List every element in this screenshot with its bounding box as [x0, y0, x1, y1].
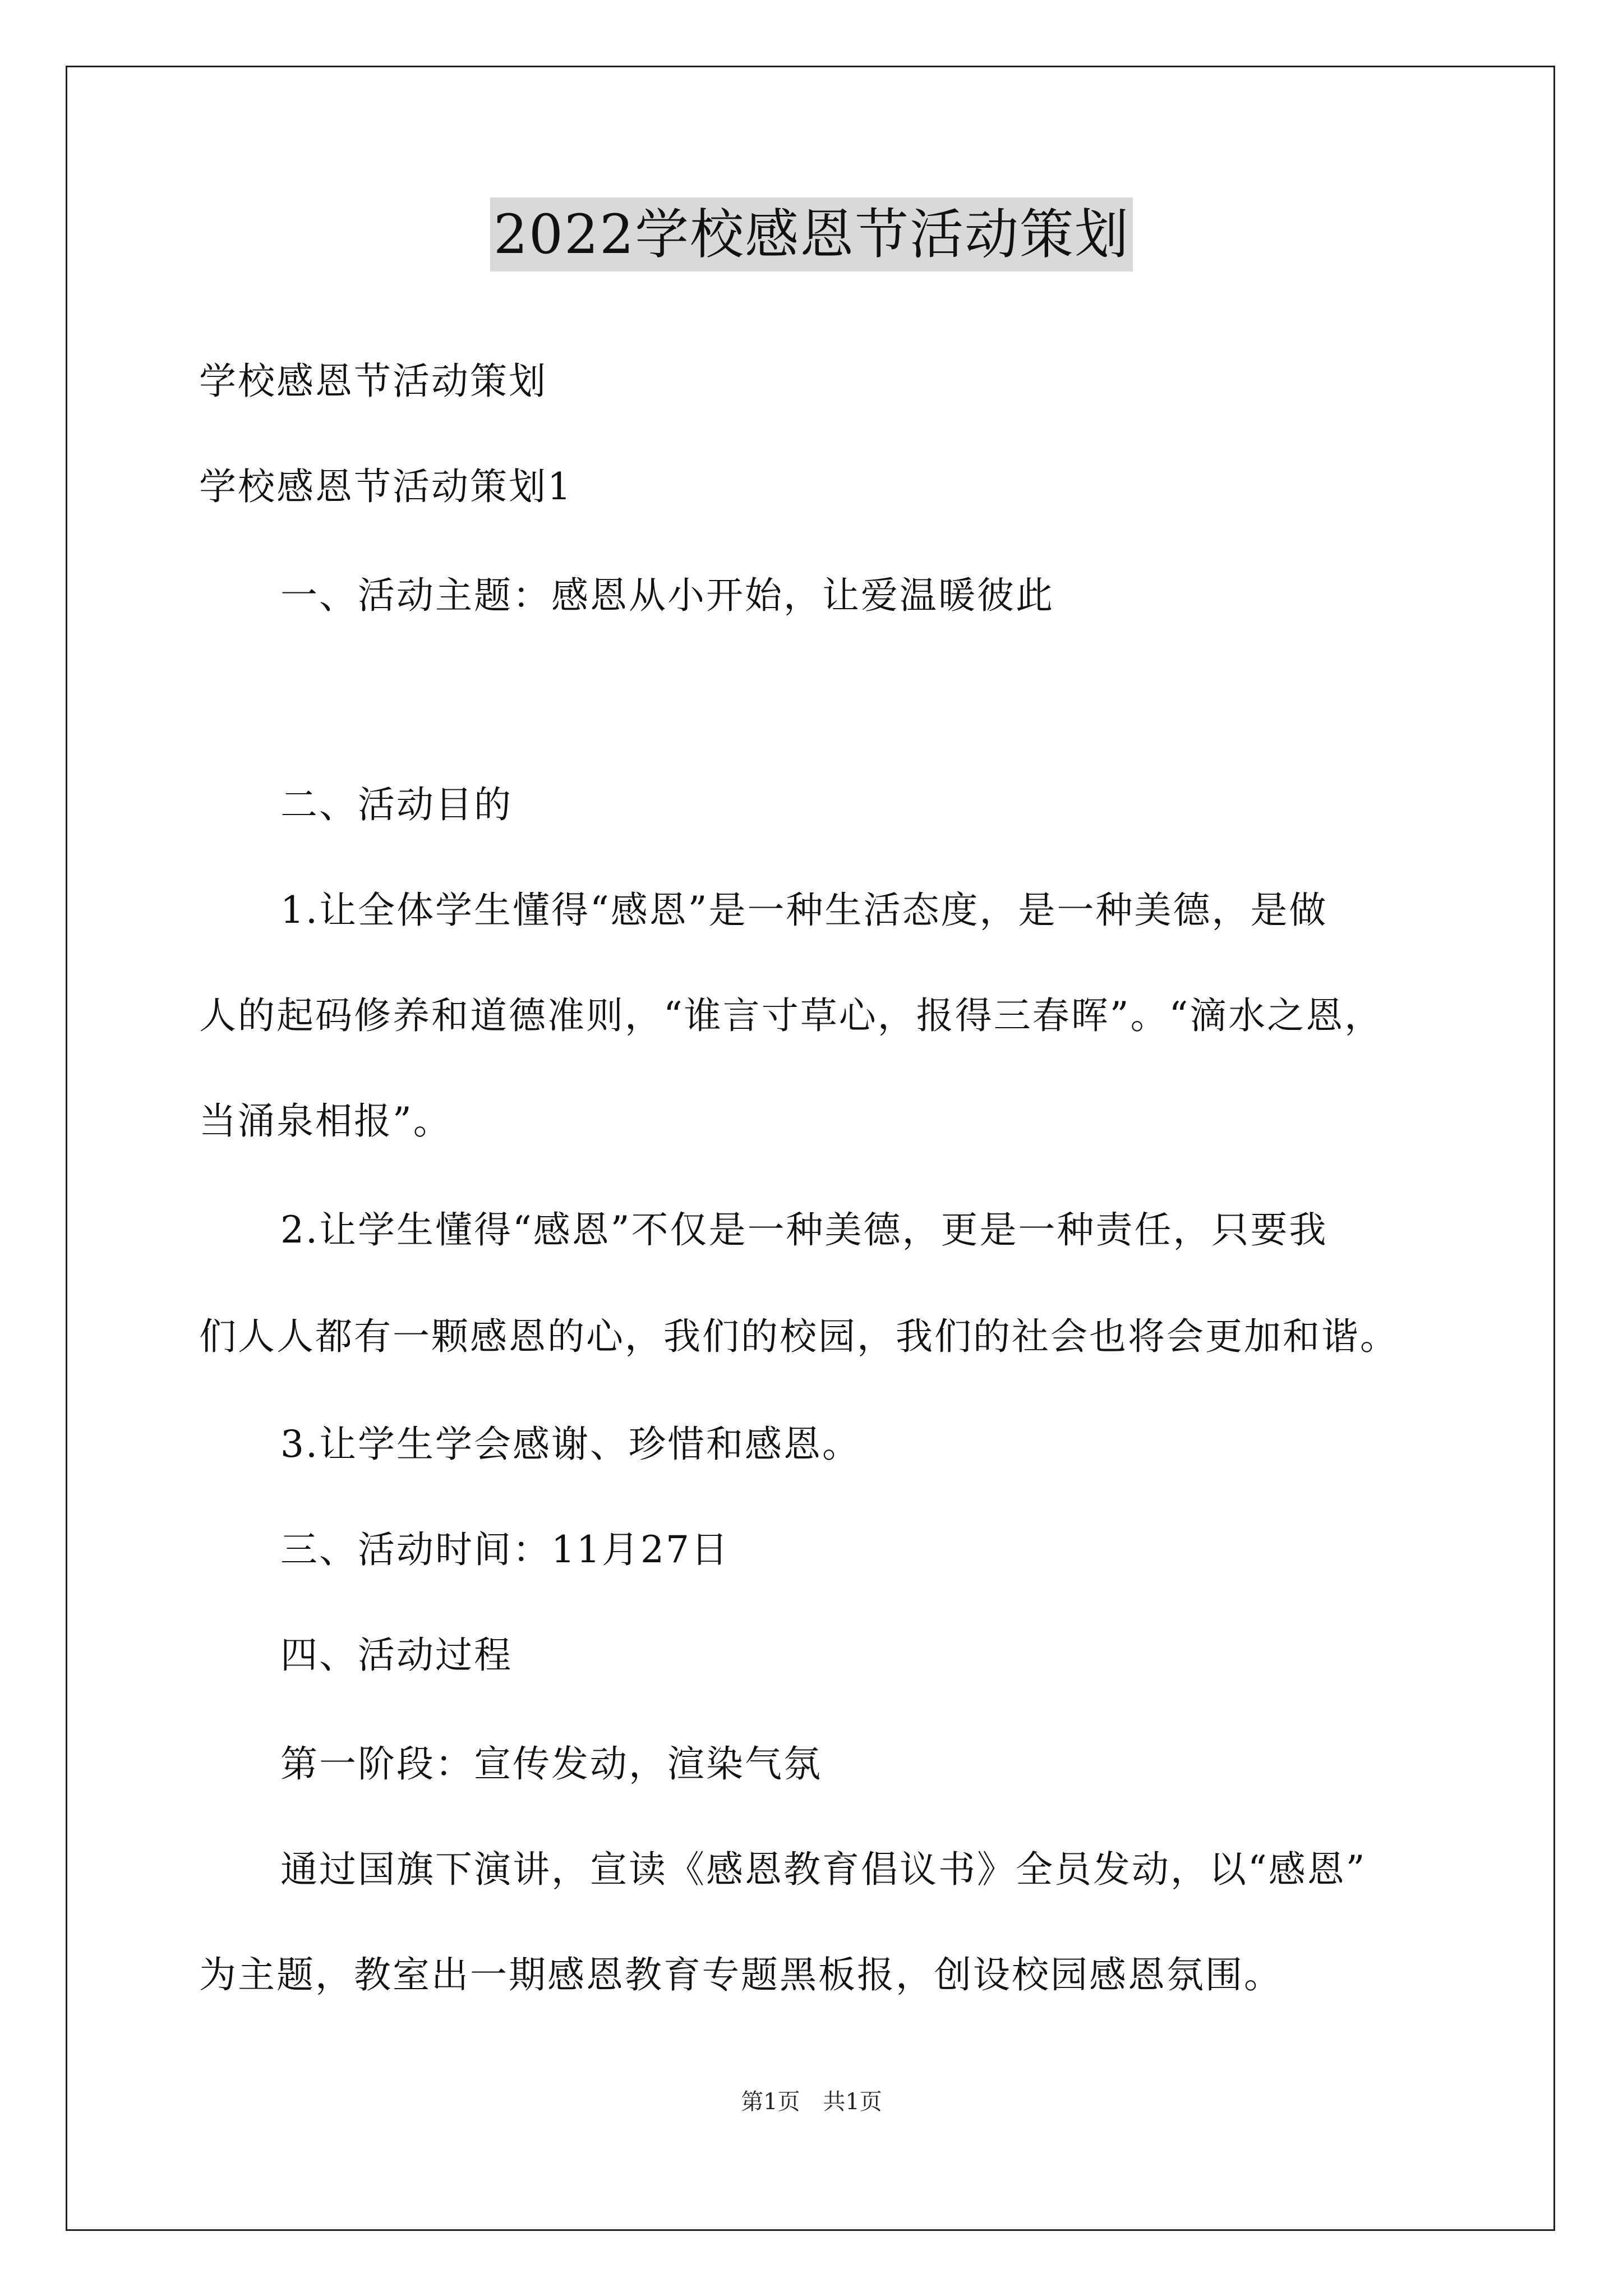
- purpose-2-line-1: 2.让学生懂得“感恩”不仅是一种美德，更是一种责任，只要我: [280, 1208, 1328, 1251]
- document-title-container: [0, 197, 1623, 272]
- process-stage-1-line-1: 通过国旗下演讲，宣读《感恩教育倡议书》全员发动，以“感恩”: [280, 1848, 1367, 1891]
- purpose-2-line-2: 们人人都有一颗感恩的心，我们的校园，我们的社会也将会更加和谐。: [199, 1315, 1399, 1358]
- doc-subtitle: 学校感恩节活动策划: [199, 360, 547, 403]
- section-time: 三、活动时间：11月27日: [280, 1528, 730, 1571]
- section-theme: 一、活动主题：感恩从小开始，让爱温暖彼此: [280, 574, 1054, 617]
- process-stage-1-line-2: 为主题，教室出一期感恩教育专题黑板报，创设校园感恩氛围。: [199, 1953, 1283, 1996]
- page-footer: [0, 2085, 1623, 2119]
- doc-plan-heading: 学校感恩节活动策划1: [199, 465, 573, 508]
- section-process-heading: 四、活动过程: [280, 1634, 513, 1677]
- process-stage-1-heading: 第一阶段：宣传发动，渲染气氛: [280, 1742, 822, 1786]
- purpose-1-line-2: 人的起码修养和道德准则，“谁言寸草心，报得三春晖”。“滴水之恩，: [199, 994, 1384, 1037]
- purpose-1-line-1: 1.让全体学生懂得“感恩”是一种生活态度，是一种美德，是做: [280, 889, 1328, 932]
- purpose-3: 3.让学生学会感谢、珍惜和感恩。: [280, 1423, 861, 1466]
- page-total: 共1页: [823, 2089, 882, 2115]
- section-purpose-heading: 二、活动目的: [280, 783, 513, 826]
- purpose-1-line-3: 当涌泉相报”。: [199, 1099, 452, 1143]
- document-title: 2022学校感恩节活动策划: [490, 197, 1133, 272]
- page-number: 第1页: [741, 2089, 800, 2115]
